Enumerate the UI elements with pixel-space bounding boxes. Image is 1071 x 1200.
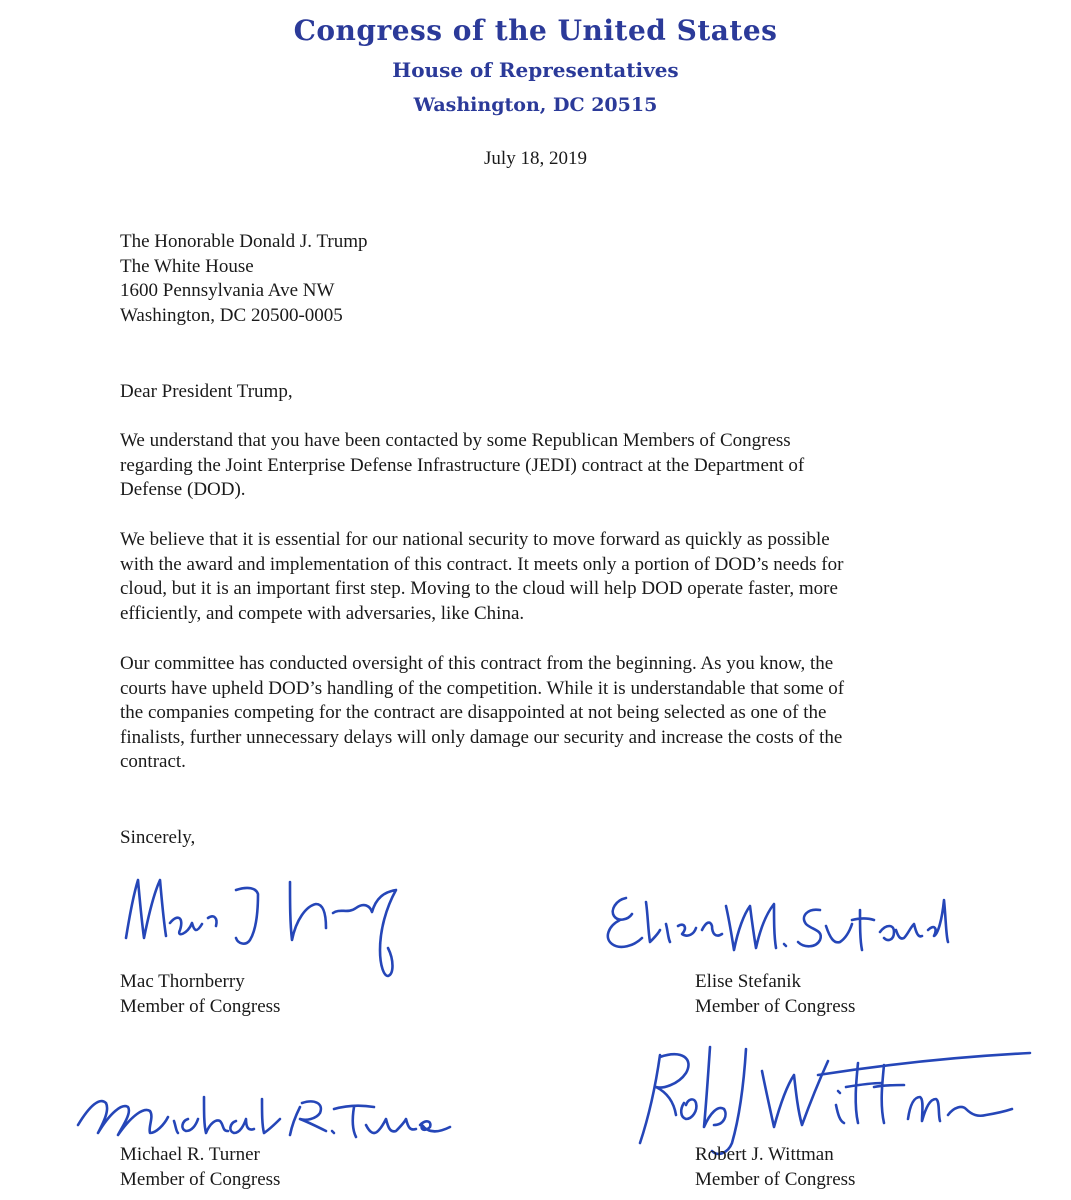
- letterhead-city: Washington, DC 20515: [413, 94, 658, 116]
- paragraph-line: efficiently, and compete with adversaries, like China.: [120, 602, 525, 624]
- signature-block-turner: [120, 1143, 280, 1192]
- signature-block-stefanik: [695, 970, 855, 1019]
- paragraph-line: contract.: [120, 751, 186, 773]
- body-paragraph-2: [120, 528, 843, 626]
- signatory-title: Member of Congress: [120, 1168, 281, 1190]
- signatory-title: Member of Congress: [695, 995, 856, 1017]
- signatory-name: Robert J. Wittman: [695, 1144, 834, 1165]
- paragraph-line: finalists, further unnecessary delays will only damage our security and increase the costs of the: [120, 726, 843, 748]
- paragraph-line: Our committee has conducted oversight of this contract from the beginning. As you know, the: [120, 653, 834, 674]
- salutation: Dear President Trump,: [120, 381, 293, 402]
- letterhead-house: House of Representatives: [392, 58, 679, 82]
- paragraph-line: We believe that it is essential for our national security to move forward as quickly as possible: [120, 529, 830, 550]
- paragraph-line: Defense (DOD).: [120, 479, 246, 501]
- body-paragraph-1: [120, 429, 804, 503]
- signatory-title: Member of Congress: [695, 1168, 856, 1190]
- paragraph-line: cloud, but it is an important first step. Moving to the cloud will help DOD operate faster, more: [120, 578, 838, 600]
- signatory-name: Elise Stefanik: [695, 971, 802, 992]
- signature-block-thornberry: [120, 970, 280, 1019]
- signature-block-wittman: [695, 1143, 855, 1192]
- paragraph-line: courts have upheld DOD’s handling of the competition. While it is understandable that some of: [120, 677, 845, 699]
- paragraph-line: the companies competing for the contract are disappointed at not being selected as one of the: [120, 702, 827, 724]
- closing: Sincerely,: [120, 827, 196, 848]
- address-line: Washington, DC 20500-0005: [120, 304, 343, 326]
- signatory-name: Michael R. Turner: [120, 1144, 260, 1165]
- recipient-address: [120, 230, 368, 328]
- paragraph-line: with the award and implementation of this contract. It meets only a portion of DOD’s needs for: [120, 553, 844, 575]
- signatory-title: Member of Congress: [120, 995, 281, 1017]
- address-line: The White House: [120, 255, 254, 277]
- body-paragraph-3: [120, 652, 844, 775]
- address-line: The Honorable Donald J. Trump: [120, 231, 368, 252]
- paragraph-line: regarding the Joint Enterprise Defense Infrastructure (JEDI) contract at the Department of: [120, 454, 805, 476]
- paragraph-line: We understand that you have been contacted by some Republican Members of Congress: [120, 430, 791, 451]
- signature-stefanik: [598, 880, 958, 960]
- letterhead-congress: Congress of the United States: [293, 14, 778, 47]
- letter-date: July 18, 2019: [484, 148, 587, 169]
- signatory-name: Mac Thornberry: [120, 971, 245, 992]
- address-line: 1600 Pennsylvania Ave NW: [120, 280, 335, 302]
